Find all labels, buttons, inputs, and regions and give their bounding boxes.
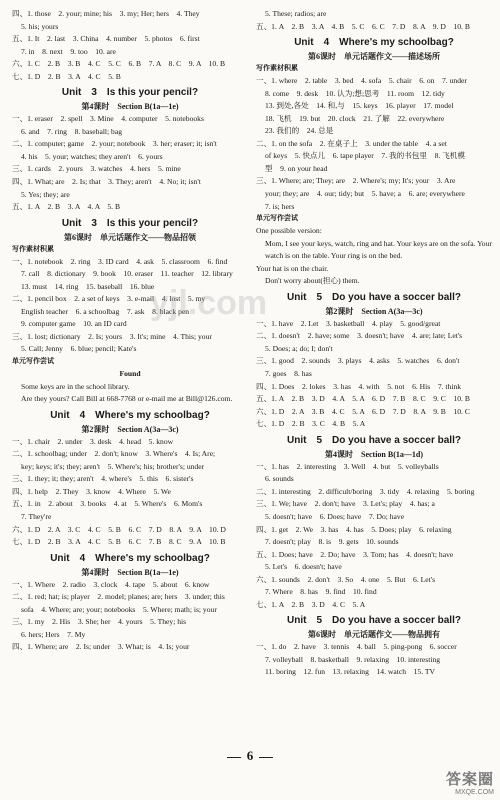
answer-line: 三、1. good 2. sounds 3. plays 4. asks 5. watches 6. don't [256, 356, 460, 366]
answer-line: 五、1. in 2. about 3. books 4. at 5. Where's 6. Mom's [12, 499, 203, 509]
answer-line: 六、1. sounds 2. don't 3. So 4. one 5. But 6. Let's [256, 574, 436, 584]
answer-line: Don't worry about(担心) them. [265, 276, 360, 286]
answer-line: 七、1. D 2. B 3. C 4. B 5. A [256, 419, 366, 429]
subsection-label: 单元写作尝试 [12, 358, 54, 366]
answer-line: 四、1. help 2. They 3. know 4. Where 5. We [12, 486, 171, 496]
answer-line: 5. These; radios; are [265, 9, 327, 18]
section-heading: 第2课时 Section A(3a—3c) [325, 306, 423, 316]
section-heading: 第4课时 Section B(1a—1e) [81, 567, 179, 577]
answer-line: 七、1. D 2. B 3. A 4. C 5. B [12, 71, 121, 81]
paragraph: Are they yours? Call Bill at 668-7768 or e-mail me at Bill@126.com. [21, 394, 233, 404]
answer-line: 四、1. What; are 2. Is; that 3. They; aren't 4. No; it; isn't [12, 177, 201, 187]
section-heading: 第6课时 单元话题作文——物品招领 [64, 232, 196, 242]
answer-line: 一、1. chair 2. under 3. desk 4. head 5. know [12, 436, 174, 446]
answer-line: 5. Yes; they; are [21, 189, 70, 199]
watermark: yjl.com [150, 284, 268, 322]
answer-line: 5. Does; a; do; I; don't [265, 343, 333, 353]
unit-heading: Unit 3 Is this your pencil? [61, 87, 199, 99]
answer-line: 二、1. red; hat; is; player 2. model; planes; are; hers 3. under; this [12, 592, 225, 602]
answer-line: 五、1. It 2. last 3. China 4. number 5. photos 6. first [12, 34, 200, 44]
unit-heading: Unit 4 Where's my schoolbag? [50, 409, 210, 421]
answer-line: 11. boring 12. fun 13. relaxing 14. watch 15. TV [265, 667, 435, 677]
answer-line: 四、1. Does 2. lokes 3. has 4. with 5. not 6. His 7. think [256, 381, 462, 391]
answer-line: 七、1. D 2. B 3. A 4. C 5. B 6. C 7. B 8. C 9. A 10. B [12, 537, 226, 547]
unit-heading: Unit 5 Do you have a soccer ball? [287, 615, 461, 627]
unit-heading: Unit 4 Where's my schoolbag? [50, 552, 210, 564]
answer-line: 一、1. do 2. have 3. tennis 4. ball 5. ping-pong 6. soccer [256, 642, 457, 652]
corner-logo [446, 768, 494, 796]
section-heading: 第4课时 Section B(1a—1d) [325, 449, 423, 459]
answer-line: 四、1. those 2. your; mine; his 3. my; Her; hers 4. They [12, 9, 200, 18]
section-heading: 第4课时 Section B(1a—1e) [81, 102, 179, 112]
answer-line: 五、1. A 2. B 3. D 4. A 5. A 6. D 7. B 8. C 9. C 10. B [256, 394, 470, 404]
answer-line: 一、1. where 2. table 3. bed 4. sofa 5. chair 6. on 7. under [256, 76, 467, 86]
answer-line: 5. doesn't; have 6. Does; have 7. Do; have [265, 511, 405, 521]
unit-heading: Unit 3 Is this your pencil? [61, 217, 199, 229]
answer-line: your; they; are 4. our; tidy; but 5. have; a 6. are; everywhere [265, 189, 465, 199]
left-column [12, 8, 248, 654]
answer-line: 5. Let's 6. doesn't; have [265, 562, 342, 572]
answer-line: 5. Call; Jenny 6. blue; pencil; Kate's [21, 344, 137, 354]
answer-line: 二、1. computer; game 2. your; notebook 3. her; eraser; it; isn't [12, 139, 217, 149]
answer-line: 7. Where 8. has 9. find 10. find [265, 587, 377, 597]
subsection-label: 写作素材积累 [256, 65, 298, 73]
answer-line: 7. is; hers [265, 201, 295, 211]
right-column [256, 8, 492, 679]
corner-logo-url: MXQE.COM [455, 789, 494, 796]
unit-heading: Unit 4 Where's my schoolbag? [294, 37, 454, 49]
answer-line: 6. hers; Hers 7. My [21, 629, 86, 639]
answer-line: 四、1. Where; are 2. Is; under 3. What; is 4. Is; your [12, 642, 190, 652]
subsection-label: 单元写作尝试 [256, 215, 298, 223]
answer-line: Your hat is on the chair. [256, 263, 329, 273]
answer-line: of keys 5. 快点儿 6. tape player 7. 我的书包里 8. 飞机模 [265, 151, 465, 161]
answer-line: 13. must 14. ring 15. baseball 16. blue [21, 281, 155, 291]
answer-line: 二、1. schoolbag; under 2. don't; know 3. Where's 4. Is; Are; [12, 449, 216, 459]
answer-line: 二、1. pencil box 2. a set of keys 3. e-mail 4. lost 5. my [12, 294, 206, 304]
answer-line: 一、1. have 2. Let 3. basketball 4. play 5. good/great [256, 318, 441, 328]
answer-line: 二、1. interesting 2. difficult/boring 3. tidy 4. relaxing 5. boring [256, 486, 475, 496]
answer-line: 一、1. Where 2. radio 3. clock 4. tape 5. about 6. know [12, 579, 210, 589]
subsection-label: 写作素材积累 [12, 245, 54, 253]
answer-line: 6. and 7. ring 8. baseball; bag [21, 126, 123, 136]
answer-line: 7. doesn't; play 8. is 9. gets 10. sounds [265, 537, 399, 547]
answer-line: 三、1. lost; dictionary 2. Is; yours 3. It's; mine 4. This; your [12, 331, 212, 341]
answer-line: 六、1. D 2. A 3. C 4. C 5. B 6. C 7. D 8. A 9. A 10. D [12, 524, 226, 534]
answer-line: 二、1. on the sofa 2. 在桌子上 3. under the table 4. a set [256, 138, 447, 148]
answer-line: English teacher 6. a schoolbag 7. ask 8. black pen [21, 306, 190, 316]
answer-line: 五、1. A 2. B 3. A 4. A 5. B [12, 202, 121, 212]
answer-line: 一、1. notebook 2. ring 3. ID card 4. ask 5. classroom 6. find [12, 256, 228, 266]
answer-line: 四、1. get 2. We 3. has 4. has 5. Does; play 6. relaxing [256, 524, 452, 534]
answer-line: sofa 4. Where; are; your; notebooks 5. Where; math; is; your [21, 604, 217, 614]
answer-line: 一、1. eraser 2. spell 3. Mine 4. computer 5. notebooks [12, 114, 204, 124]
centered-title: Found [119, 369, 141, 379]
answer-line: key; keys; it's; they; aren't 5. Where's; his; brother's; under [21, 461, 205, 471]
section-heading: 第6课时 单元话题作文——物品拥有 [308, 630, 440, 640]
answer-line: 7. volleyball 8. basketball 9. relaxing 10. interesting [265, 654, 441, 664]
corner-logo-text: 答案圈 [445, 771, 494, 788]
answer-line: One possible version: [256, 226, 322, 236]
answer-line: 五、1. Does; have 2. Do; have 3. Tom; has 4. doesn't; have [256, 549, 454, 559]
unit-heading: Unit 5 Do you have a soccer ball? [287, 434, 461, 446]
answer-line: 7. They're [21, 511, 52, 521]
answer-line: 二、1. doesn't 2. have; some 3. doesn't; have 4. are; late; Let's [256, 331, 463, 341]
paragraph: Mom, I see your keys, watch, ring and hat. Your keys are on the sofa. Your watch is on the table. Your ring is on the bed. [265, 238, 492, 261]
page-number [0, 748, 500, 764]
answer-line: 8. come 9. desk 10. 认为;想;思考 11. room 12. tidy [265, 88, 445, 98]
answer-line: 18. 飞机 19. but 20. clock 21. 了解 22. everywhere [265, 113, 445, 123]
answer-line: 三、1. cards 2. yours 3. watches 4. hers 5. mine [12, 164, 181, 174]
section-heading: 第6课时 单元话题作文——描述场所 [308, 52, 440, 62]
answer-line: 23. 我们的 24. 总是 [265, 126, 334, 136]
answer-line: 一、1. has 2. interesting 3. Well 4. but 5. volleyballs [256, 461, 439, 471]
answer-line: 9. computer game 10. an ID card [21, 319, 127, 329]
answer-line: 7. in 8. next 9. too 10. are [21, 46, 116, 56]
answer-line: 五、1. A 2. B 3. A 4. B 5. C 6. C 7. D 8. A 9. D 10. B [256, 21, 470, 31]
answer-line: 六、1. C 2. B 3. B 4. C 5. C 6. B 7. A 8. C 9. A 10. B [12, 59, 226, 69]
answer-line: 三、1. they; it; they; aren't 4. where's 5. this 6. sister's [12, 474, 194, 484]
unit-heading: Unit 5 Do you have a soccer ball? [287, 291, 461, 303]
answer-line: 4. his 5. your; watches; they aren't 6. yours [21, 151, 163, 161]
answer-line: 三、1. We; have 2. don't; have 3. Let's; play 4. has; a [256, 499, 435, 509]
answer-line: 三、1. my 2. His 3. She; her 4. yours 5. They; his [12, 617, 187, 627]
answer-line: 5. his; yours [21, 21, 59, 31]
answer-line: Some keys are in the school library. [21, 381, 130, 391]
answer-line: 13. 到处,各处 14. 和,与 15. keys 16. player 17. model [265, 101, 454, 111]
section-heading: 第2课时 Section A(3a—3c) [81, 424, 179, 434]
answer-line: 型 9. on your head [265, 163, 328, 173]
answer-line: 7. goes 8. has [265, 369, 312, 379]
answer-line: 六、1. D 2. A 3. B 4. C 5. A 6. D 7. D 8. A 9. B 10. C [256, 406, 470, 416]
answer-line: 三、1. Where; are; They; are 2. Where's; my; It's; your 3. Are [256, 176, 456, 186]
answer-line: 7. call 8. dictionary 9. book 10. eraser 11. teacher 12. library [21, 269, 233, 279]
answer-line: 6. sounds [265, 474, 294, 484]
answer-line: 七、1. A 2. B 3. D 4. C 5. A [256, 599, 366, 609]
page-number-value: 6 [246, 748, 254, 763]
